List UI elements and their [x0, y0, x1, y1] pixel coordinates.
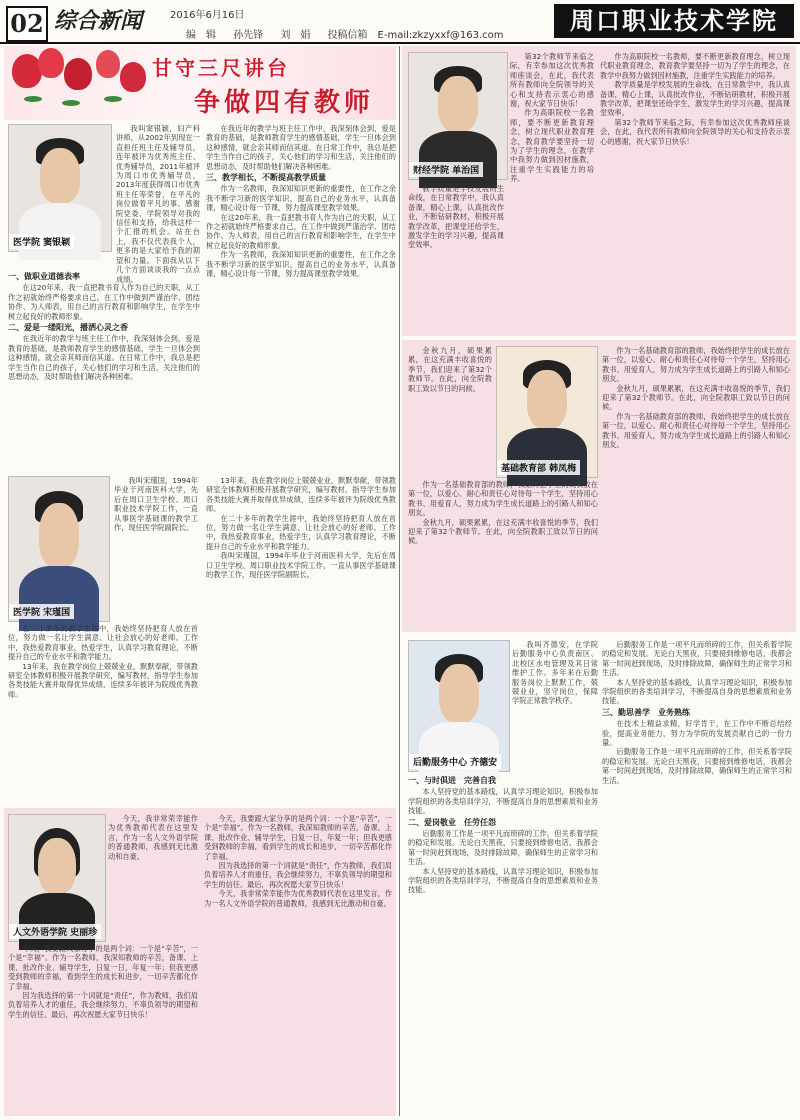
subheading: 一、与时俱进 完善自我 [408, 776, 496, 785]
paragraph: 我叫宋瑾国，1994年毕业于河南医科大学，先后在周口卫生学校、周口职业技术学院工作，一直从事医学基础课的教学工作，现任医学院副院长。 [206, 551, 396, 580]
paragraph: 作为一名基础教育部的教师，我始终把学生的成长放在第一位，以爱心、耐心和责任心对待每一个学生，坚持用心教书、用爱育人，努力成为学生成长道路上的引路人和知心朋友。 [602, 346, 790, 384]
paragraph: 在技术上精益求精，好学肯干，在工作中不断总结经验，提高业务能力，努力为学院的发展贡献自己的一份力量。 [602, 719, 792, 748]
article-3-body-2 [206, 476, 396, 804]
subheading: 一、做职业道德表率 [8, 272, 80, 281]
paragraph: 教学质量是学校发展的生命线，在日常教学中，我认真备课，精心上课，认真批改作业，不断钻研教材，积极开展教学改革，把课堂还给学生，激发学生的学习兴趣，提高课堂效率。 [600, 80, 790, 118]
paragraph: 本人坚持党的基本路线，认真学习理论知识，积极参加学院组织的各类培训学习，不断提高自身的思想素质和业务技能。 [602, 677, 792, 706]
article-4-body [408, 480, 598, 628]
paragraph: 作为一名教师，我深知知识更新的重要性，在工作之余我不断学习新的医学知识，提高自己的业务水平，认真备课，精心设计每一节课，努力提高课堂教学效果。 [206, 184, 396, 213]
article-6-intro [108, 814, 198, 940]
portrait-caption: 财经学院 单治国 [409, 162, 483, 177]
headline-line-2: 争做四有教师 [194, 88, 375, 118]
subheading: 三、勤思善学 业务熟练 [602, 707, 690, 717]
paragraph: 作为高职院校一名教师，要不断更新教育理念，树立现代职业教育理念，教育教学要坚持一切为了学生的理念，在教学中我努力做到因材施教，注重学生实践能力的培养。 [600, 52, 790, 80]
paragraph: 因为我选择的第一个词就是“责任”，作为教师，我们肩负着培养人才的重任，我会继续努力，不辜负领导的期望和学生的信任。最后，再次祝愿大家节日快乐！ [204, 861, 392, 889]
submission-email: 投稿信箱 E-mail:zkzyxxf@163.com [327, 30, 504, 41]
article-3-body [8, 624, 198, 804]
article-2-col-2 [408, 184, 504, 332]
paragraph: 在我近年的教学与班主任工作中，我深刻体会到，爱是教育的基础，是教师教育学生的感情基础，学生一旦体会到这种感情，就会亲其师而信其道。在日常工作中，我总是把学生当作自己的孩子，关心他们的学习和生活，关注他们的思想动态，及时帮助他们解决各种困难。 [206, 124, 396, 171]
leaf-decoration [62, 100, 80, 106]
page-header [0, 0, 800, 44]
article-1-intro [116, 124, 200, 284]
portrait-caption: 基础教育部 韩凤梅 [497, 460, 580, 475]
article-4-body-2 [602, 346, 790, 628]
paragraph: 在二十多年的教学生涯中，我始终坚持把育人放在首位，努力做一名让学生满意、让社会放心的好老师。工作中，我热爱教育事业，热爱学生，认真学习教育理论，不断提升自己的专业水平和教学能力。 [8, 624, 198, 662]
header-rule [0, 42, 800, 44]
headline-banner [4, 46, 396, 120]
teacher-portrait [496, 346, 598, 478]
issue-date: 2016年6月16日 [170, 10, 245, 21]
paragraph: 第32个教师节来临之际，有幸参加这次优秀教师座谈会，在此，我代表所有教师向全院领导的关心和支持表示衷心的感谢，祝大家节日快乐！ [600, 117, 790, 146]
paragraph: 今天，我非常荣幸能作为优秀教师代表在这里发言，作为一名人文外语学院的普通教师，我感到无比激动和自豪。 [204, 889, 392, 908]
teacher-portrait [408, 52, 508, 180]
paragraph: 在这20年来，我一直把教书育人作为自己的天职，从工作之初就始终严格要求自己，在工作中做到严谨治学、团结协作、为人师表，用自己的言行教育和影响学生，在学生中树立起良好的教师形象。 [206, 212, 396, 250]
paragraph: 作为高职院校一名教师，要不断更新教育理念，树立现代职业教育理念，教育教学要坚持一切为了学生的理念，在教学中我努力做到因材施教，注重学生实践能力的培养。 [510, 108, 594, 184]
teacher-portrait [408, 640, 510, 772]
flower-decoration [38, 48, 64, 78]
article-2-col-3 [600, 52, 790, 332]
leaf-decoration [104, 96, 122, 102]
teacher-portrait [8, 814, 106, 942]
article-5-intro [512, 640, 598, 770]
paragraph: 我叫窦银颖，妇产科讲师，从2002年到现在一直担任班主任及辅导员，连年被评为优秀班主任、优秀辅导员，2011年被评为周口市优秀辅导员，2013年度获得周口市优秀班主任等荣誉，在平凡的岗位做着平凡的事。感谢院党委、学院领导对我的信任和支持，给我这样一个汇报的机会。站在台上，我不仅代表我个人，更多的是大家给予我的期望和力量。下面我从以下几个方面谈谈我的一点点成绩。 [116, 124, 200, 284]
paragraph: 第32个教师节来临之际，有幸参加这次优秀教师座谈会，在此，我代表所有教师向全院领导的关心和支持表示衷心的感谢，祝大家节日快乐！ [510, 52, 594, 109]
editor-label: 编 辑 [186, 30, 216, 41]
paragraph: 作为一名教师，我深知知识更新的重要性，在工作之余我不断学习新的医学知识，提高自己的业务水平，认真备课，精心设计每一节课，努力提高课堂教学效果。 [206, 250, 396, 279]
subheading: 二、爱是一缕阳光，播洒心灵之香 [8, 323, 128, 333]
paragraph: 金秋九月，硕果累累，在这充满丰收喜悦的季节，我们迎来了第32个教师节。在此，向全院教职工致以节日的问候。 [602, 383, 790, 412]
paragraph: 金秋九月，硕果累累，在这充满丰收喜悦的季节，我们迎来了第32个教师节。在此，向全院教职工致以节日的问候。 [408, 517, 598, 546]
article-1-body [8, 270, 200, 468]
leaf-decoration [24, 96, 42, 102]
portrait-caption: 医学院 窦银颖 [9, 234, 74, 249]
paragraph: 本人坚持党的基本路线，认真学习理论知识，积极参加学院组织的各类培训学习，不断提高自身的思想素质和业务技能。 [408, 866, 598, 895]
portrait-caption: 人文外语学院 史丽珍 [9, 924, 101, 939]
flower-decoration [64, 58, 92, 90]
paragraph: 金秋九月，硕果累累，在这充满丰收喜悦的季节，我们迎来了第32个教师节。在此，向全院教职工致以节日的问候。 [408, 346, 492, 393]
newspaper-masthead: 周口职业技术学院 [554, 4, 794, 38]
paragraph: 我叫齐德安，在学院后勤服务中心负责南区、北校区水电管理及其日常维护工作。多年来在后勤服务岗位上默默工作，兢兢业业，坚守岗位，保障学院正常教学秩序。 [512, 640, 598, 706]
section-title: 综合新闻 [54, 8, 143, 34]
paragraph: 因为我选择的第一个词就是“责任”，作为教师，我们肩负着培养人才的重任，我会继续努力，不辜负领导的期望和学生的信任。最后，再次祝愿大家节日快乐！ [8, 991, 198, 1019]
paragraph: 在这20年来，我一直把教书育人作为自己的天职，从工作之初就始终严格要求自己，在工作中做到严谨治学、团结协作、为人师表，用自己的言行教育和影响学生，在学生中树立起良好的教师形象。 [8, 283, 200, 321]
editor-name-2: 刘 娟 [280, 30, 311, 41]
paragraph: 今天，我要跟大家分享的是两个词：一个是“辛苦”，一个是“幸福”。作为一名教师，我深知教师的辛苦，备课、上课、批改作业、辅导学生，日复一日，年复一年；但我更感受到教师的幸福，看到学生的成长和进步，一切辛苦都化作了幸福。 [8, 944, 198, 991]
paragraph: 我叫宋瑾国，1994年毕业于河南医科大学，先后在周口卫生学校、周口职业技术学院工作，一直从事医学基础课的教学工作，现任医学院副院长。 [114, 476, 198, 533]
paragraph: 教学质量是学校发展的生命线，在日常教学中，我认真备课，精心上课，认真批改作业，不断钻研教材，积极开展教学改革，把课堂还给学生，激发学生的学习兴趣，提高课堂效率。 [408, 184, 504, 250]
paragraph: 后勤服务工作是一项平凡而琐碎的工作，但关系着学院的稳定和发展。无论白天黑夜，只要接到维修电话，我都会第一时间赶到现场，及时排除故障，确保师生的正常学习和生活。 [602, 747, 792, 785]
portrait-caption: 医学院 宋瑾国 [9, 604, 74, 619]
article-1-body-2 [206, 124, 396, 468]
paragraph: 本人坚持党的基本路线，认真学习理论知识，积极参加学院组织的各类培训学习，不断提高自身的思想素质和业务技能。 [408, 787, 598, 816]
paragraph: 作为一名基础教育部的教师，我始终把学生的成长放在第一位，以爱心、耐心和责任心对待每一个学生，坚持用心教书、用爱育人，努力成为学生成长道路上的引路人和知心朋友。 [408, 480, 598, 518]
article-6-body [8, 944, 198, 1112]
subheading: 三、教学相长，不断提高教学质量 [206, 173, 326, 183]
paragraph: 后勤服务工作是一项平凡而琐碎的工作，但关系着学院的稳定和发展。无论白天黑夜，只要接到维修电话，我都会第一时间赶到现场，及时排除故障，确保师生的正常学习和生活。 [408, 829, 598, 867]
editor-line [186, 26, 517, 41]
editor-name: 孙先锋 [233, 30, 264, 41]
article-3-intro [114, 476, 198, 620]
paragraph: 13年来，我在教学岗位上兢兢业业，默默奉献，带领教研室全体教师积极开展教学研究，编写教材，指导学生参加各类技能大赛并取得优异成绩，连续多年被评为院级优秀教师。 [8, 661, 198, 699]
paragraph: 在我近年的教学与班主任工作中，我深刻体会到，爱是教育的基础，是教师教育学生的感情基础，学生一旦体会到这种感情，就会亲其师而信其道。在日常工作中，我总是把学生当作自己的孩子，关心他们的学习和生活，关注他们的思想动态，及时帮助他们解决各种困难。 [8, 334, 200, 382]
column-divider [399, 46, 400, 1116]
headline-line-1: 甘守三尺讲台 [152, 56, 290, 80]
paragraph: 今天，我要跟大家分享的是两个词：一个是“辛苦”，一个是“幸福”。作为一名教师，我深知教师的辛苦，备课、上课、批改作业、辅导学生，日复一日，年复一年；但我更感受到教师的幸福，看到学生的成长和进步，一切辛苦都化作了幸福。 [204, 814, 392, 861]
paragraph: 作为一名基础教育部的教师，我始终把学生的成长放在第一位，以爱心、耐心和责任心对待每一个学生，坚持用心教书、用爱育人，努力成为学生成长道路上的引路人和知心朋友。 [602, 411, 790, 450]
page-number: 02 [6, 6, 48, 42]
flower-decoration [120, 62, 146, 92]
article-2-intro [510, 52, 594, 332]
flower-decoration [96, 50, 120, 78]
portrait-caption: 后勤服务中心 齐德安 [409, 754, 501, 769]
paragraph: 在二十多年的教学生涯中，我始终坚持把育人放在首位，努力做一名让学生满意、让社会放心的好老师。工作中，我热爱教育事业，热爱学生，认真学习教育理论，不断提升自己的专业水平和教学能力。 [206, 513, 396, 551]
article-6-body-2 [204, 814, 392, 1112]
teacher-portrait [8, 124, 112, 252]
article-5-body [408, 774, 598, 1114]
paragraph: 今天，我非常荣幸能作为优秀教师代表在这里发言，作为一名人文外语学院的普通教师，我感到无比激动和自豪。 [108, 814, 198, 861]
teacher-portrait [8, 476, 110, 622]
article-4-intro [408, 346, 492, 482]
article-5-body-2 [602, 640, 792, 1114]
subheading: 二、爱岗敬业 任劳任怨 [408, 817, 496, 827]
paragraph: 13年来，我在教学岗位上兢兢业业，默默奉献，带领教研室全体教师积极开展教学研究，编写教材，指导学生参加各类技能大赛并取得优异成绩，连续多年被评为院级优秀教师。 [206, 476, 396, 514]
paragraph: 后勤服务工作是一项平凡而琐碎的工作，但关系着学院的稳定和发展。无论白天黑夜，只要接到维修电话，我都会第一时间赶到现场，及时排除故障，确保师生的正常学习和生活。 [602, 640, 792, 678]
